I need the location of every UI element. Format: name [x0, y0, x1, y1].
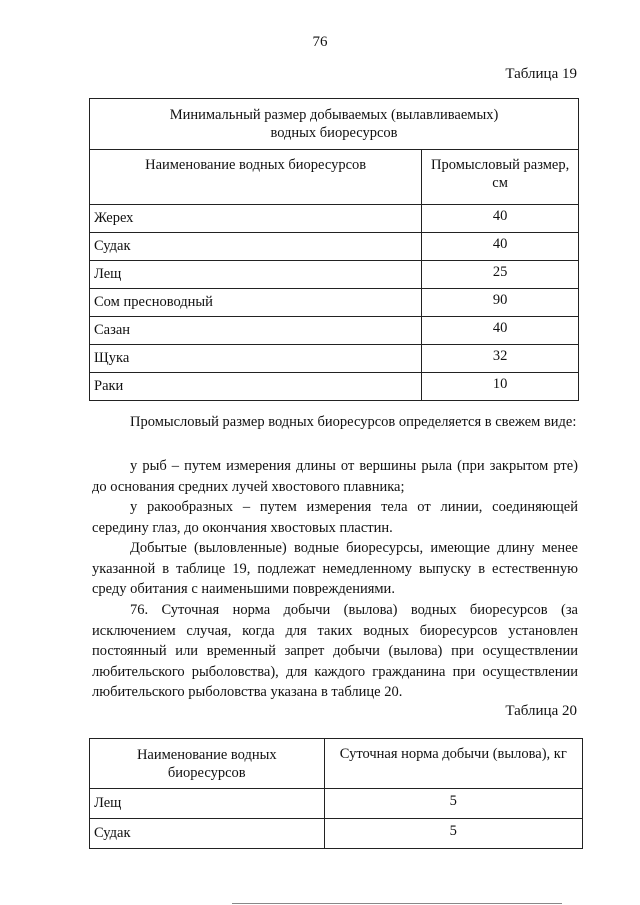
paragraph-daily-norm: 76. Суточная норма добычи (вылова) водных биоресурсов (за исключением случая, когда для таких водных биоресурсов установлен постоянный или временный запрет добычи (вылова) при осуществлении любительского рыболовства), для каждого гражданина при осуществлении любительского рыболовства указана в таблице 20. — [92, 602, 578, 700]
row-name: Судак — [90, 233, 422, 261]
table-20-col-norm: Суточная норма добычи (вылова), кг — [324, 739, 582, 789]
table-19-caption-line1: Минимальный размер добываемых (вылавливаемых) — [169, 107, 499, 123]
table-19 — [89, 98, 579, 401]
row-value: 90 — [422, 289, 579, 317]
table-row — [90, 205, 579, 233]
table-19-label: Таблица 19 — [505, 66, 577, 82]
row-name: Жерех — [90, 205, 422, 233]
table-19-col-size-line2: см — [492, 175, 508, 191]
table-19-caption-line2: водных биоресурсов — [270, 125, 398, 141]
row-name: Судак — [90, 819, 325, 849]
table-19-col-name: Наименование водных биоресурсов — [90, 150, 422, 205]
row-value: 40 — [422, 317, 579, 345]
table-20-col-name-line2: биоресурсов — [167, 764, 246, 781]
scan-edge-line — [232, 903, 562, 904]
table-19-col-size-line1: Промысловый размер, — [431, 157, 570, 173]
row-name: Лещ — [90, 789, 325, 819]
table-19-caption-row — [90, 99, 579, 150]
table-row — [90, 289, 579, 317]
table-20-header-row — [90, 739, 583, 789]
table-row — [90, 261, 579, 289]
row-name: Сазан — [90, 317, 422, 345]
table-19-col-size — [422, 150, 579, 205]
table-20-label: Таблица 20 — [505, 703, 577, 719]
row-value: 32 — [422, 345, 579, 373]
table-19-header-row — [90, 150, 579, 205]
row-value: 10 — [422, 373, 579, 401]
table-20-col-name-line1: Наименование водных — [136, 746, 277, 763]
paragraph-commercial-size: Промысловый размер водных биоресурсов определяется в свежем виде: — [130, 414, 577, 430]
paragraph-fish-measure: у рыб – путем измерения длины от вершины рыла (при закрытом рте) до основания средних лучей хвостового плавника; — [92, 458, 578, 495]
table-row — [90, 345, 579, 373]
table-row — [90, 317, 579, 345]
table-19-caption — [90, 99, 579, 150]
row-name: Лещ — [90, 261, 422, 289]
table-20 — [89, 738, 583, 849]
table-row — [90, 789, 583, 819]
paragraph-crustacean-measure: у ракообразных – путем измерения тела от линии, соединяющей середину глаз, до окончания хвостовых пластин. — [92, 499, 578, 536]
table-20-col-name — [90, 739, 325, 789]
row-value: 40 — [422, 205, 579, 233]
row-name: Сом пресноводный — [90, 289, 422, 317]
table-row — [90, 819, 583, 849]
row-value: 40 — [422, 233, 579, 261]
row-name: Щука — [90, 345, 422, 373]
table-row — [90, 233, 579, 261]
page-number: 76 — [312, 34, 328, 50]
row-name: Раки — [90, 373, 422, 401]
table-row — [90, 373, 579, 401]
row-value: 25 — [422, 261, 579, 289]
row-value: 5 — [324, 819, 582, 849]
paragraph-release: Добытые (выловленные) водные биоресурсы, имеющие длину менее указанной в таблице 19, подлежат немедленному выпуску в естественную среду обитания с наименьшими повреждениями. — [92, 540, 578, 597]
row-value: 5 — [324, 789, 582, 819]
